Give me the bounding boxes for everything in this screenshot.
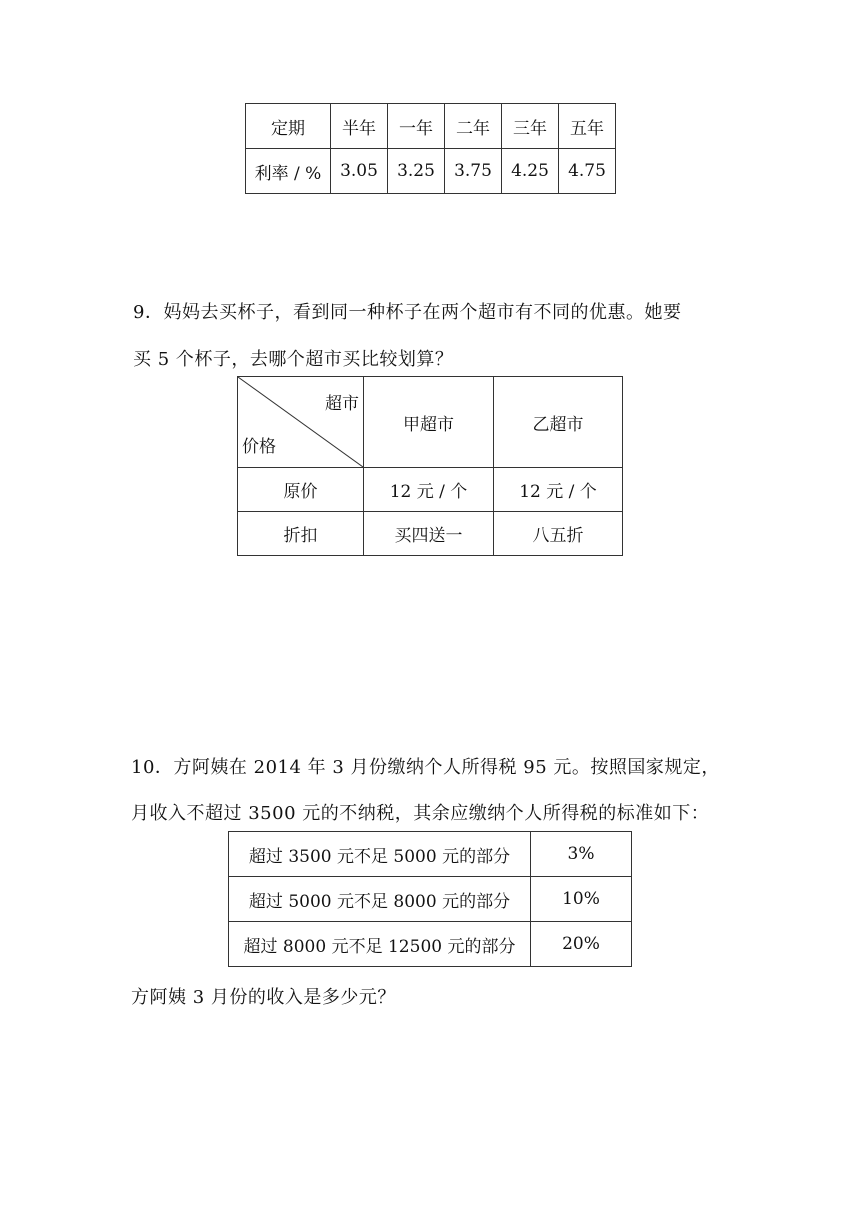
supermarket-table	[237, 376, 623, 556]
table-cell: 10%	[531, 877, 632, 922]
interest-rate-table	[245, 103, 616, 194]
table-cell: 原价	[238, 468, 364, 512]
table-cell: 八五折	[494, 512, 623, 556]
table-cell: 买四送一	[364, 512, 494, 556]
table-row	[229, 832, 632, 877]
table-cell: 半年	[331, 104, 388, 149]
diagonal-header-cell	[238, 377, 364, 468]
table-header-cell: 乙超市	[494, 377, 623, 468]
diagonal-header	[238, 377, 363, 467]
question-9-text-line1: 9．妈妈去买杯子，看到同一种杯子在两个超市有不同的优惠。她要	[133, 302, 682, 323]
table-row	[229, 877, 632, 922]
table-cell: 3.25	[388, 149, 445, 194]
table-row	[229, 922, 632, 967]
table-cell: 3.05	[331, 149, 388, 194]
table-cell: 超过 3500 元不足 5000 元的部分	[229, 832, 531, 877]
table-header-cell: 甲超市	[364, 377, 494, 468]
table-cell: 4.75	[559, 149, 616, 194]
table-cell: 12 元 / 个	[494, 468, 623, 512]
table-cell: 折扣	[238, 512, 364, 556]
table-row	[238, 468, 623, 512]
table-cell: 五年	[559, 104, 616, 149]
table-row	[246, 104, 616, 149]
table-row	[238, 377, 623, 468]
table-row	[246, 149, 616, 194]
table-cell: 三年	[502, 104, 559, 149]
table-row	[238, 512, 623, 556]
question-9-text-line2: 买 5 个杯子，去哪个超市买比较划算？	[133, 349, 454, 370]
table-cell: 3%	[531, 832, 632, 877]
table-cell: 二年	[445, 104, 502, 149]
table-cell: 超过 5000 元不足 8000 元的部分	[229, 877, 531, 922]
table-cell: 利率 / %	[246, 149, 331, 194]
table-cell: 12 元 / 个	[364, 468, 494, 512]
table-cell: 一年	[388, 104, 445, 149]
question-10-prompt: 方阿姨 3 月份的收入是多少元？	[131, 987, 396, 1008]
corner-label-bottom: 价格	[242, 437, 276, 457]
tax-bracket-table	[228, 831, 632, 967]
question-10-text-line1: 10．方阿姨在 2014 年 3 月份缴纳个人所得税 95 元。按照国家规定，	[131, 757, 720, 778]
table-cell: 超过 8000 元不足 12500 元的部分	[229, 922, 531, 967]
table-cell: 20%	[531, 922, 632, 967]
corner-label-top: 超市	[325, 394, 359, 414]
question-10-text-line2: 月收入不超过 3500 元的不纳税，其余应缴纳个人所得税的标准如下：	[131, 803, 710, 824]
table-cell: 4.25	[502, 149, 559, 194]
table-cell: 定期	[246, 104, 331, 149]
table-cell: 3.75	[445, 149, 502, 194]
